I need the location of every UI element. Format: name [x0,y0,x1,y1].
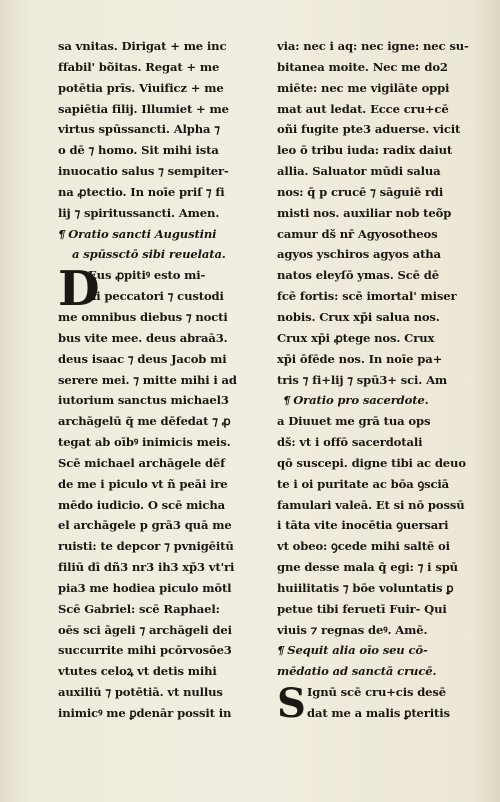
rubric-heading-cont: a spūssctō sibi reuelata. [72,247,226,262]
text-line: ruisti: te depcor ⁊ pvnigēitū [58,539,234,554]
rubric-heading-cont: mēdatio ad sanctā crucē. [277,664,437,679]
text-line: inuocatio salus ⁊ sempiter- [58,164,229,179]
rubric-heading [58,224,272,245]
text-line: o dē ⁊ homo. Sit mihi ista [58,143,219,158]
text-line: i tāta vite inocētia ꝯuersari [277,518,449,533]
text-line: dš: vt i offō sacerdotali [277,435,423,450]
rubric-text: Sequit alia oīo seu cō- [287,643,428,658]
paragraph-mark-icon: ¶ [58,226,66,241]
text-line: iutorium sanctus michael3 [58,393,229,408]
text-line: vtutes celoꝝ vt detis mihi [58,664,217,679]
text-line: serere mei. ⁊ mitte mihi i ad [58,372,237,387]
text-line: agyos yschiros agyos atha [277,247,441,262]
text-line: el archāgele p grā3 quā me [58,518,232,533]
text-line: miēte: nec me vigilāte oppi [277,80,450,95]
text-line: Crux xp̄i ꝓtege nos. Crux [277,330,435,345]
text-line: te i oi puritate ac bōa ꝯsciā [277,476,450,491]
text-line: na ꝓtectio. In noīe priſ ⁊ fi [58,184,225,199]
text-line: nobis. Crux xp̄i salua nos. [277,309,440,324]
text-line: inimicꝰ me ꝑdenār possit in [58,706,232,720]
text-line: hi peccatori ⁊ custodi [88,289,224,304]
text-line: Ignū scē cru+cis desē [307,685,446,700]
text-line: viuis ⁊ regnas deꝰ. Amē. [277,622,428,637]
text-line: petue tibi feruetī Fuir- Qui [277,601,447,616]
text-line: mēdo iudicio. O scē micha [58,497,225,512]
drop-cap-initial: S [277,680,306,728]
text-line: qō suscepi. digne tibi ac deuo [277,455,466,470]
text-line: bitanea moite. Nec me do2 [277,59,448,74]
text-line: bus vite mee. deus abraā3. [58,330,228,345]
text-line: camur dš nr̄ Agyosotheos [277,226,438,241]
text-line: leo ō tribu iuda: radix daiut [277,143,453,158]
rubric-heading [277,390,487,411]
text-line: filiū dī dñ3 nr3 ih3 xp̄3 vt'ri [58,560,235,575]
text-line: deus isaac ⁊ deus Jacob mi [58,351,227,366]
drop-cap-initial: D [58,261,100,318]
text-line: gne desse mala q̄ egi: ⁊ i spū [277,560,458,575]
text-line: a Diuuet me grā tua ops [277,414,431,429]
text-line: allia. Saluator mūdi salua [277,164,441,179]
text-line: fcē fortis: scē imortal' miser [277,289,457,304]
text-line: archāgelū q̃ me dēfedat ⁊ ꝓ [58,414,231,429]
text-line: oēs sci āgeli ⁊ archāgeli dei [58,622,232,637]
rubric-text: Oratio sancti Augustini [68,226,217,241]
text-line: tegat ab oībꝰ inimicis meis. [58,435,231,450]
text-line: mat aut ledat. Ecce cru+cē [277,101,449,116]
text-line: Scē Gabriel: scē Raphael: [58,601,220,616]
text-line: oñi fugite pte3 aduerse. vicit [277,122,461,137]
dropcap-block [277,680,487,728]
text-line: auxiliū ⁊ potētiā. vt nullus [58,685,223,700]
rubric-heading [277,640,487,661]
text-line: via: nec i aq: nec igne: nec su- [277,39,469,53]
rubric-text: Oratio pro sacerdote. [293,393,429,408]
left-column [58,36,272,724]
text-line: sapiētia filij. Illumiet + me [58,101,229,116]
text-line: huiilitatis ⁊ bōe voluntatis ꝑ [277,580,454,595]
text-line: me omnibus diebus ⁊ nocti [58,309,228,324]
text-line: succurrite mihi pcōrvosōe3 [58,643,232,658]
text-line: xp̄i ōfēde nos. In noīe pa+ [277,351,443,366]
text-line: Scē michael archāgele dēf [58,455,225,470]
paragraph-mark-icon: ¶ [277,643,285,658]
right-column [277,36,487,728]
text-line: virtus spūssancti. Alpha ⁊ [58,122,220,137]
text-line: pia3 me hodiea piculo mōtl [58,580,232,595]
text-line: natos eleyſō ymas. Scē dē [277,268,439,283]
text-line: de me i piculo vt ñ peāi ire [58,476,228,491]
text-line: Eus ꝓpitiꝰ esto mi- [88,268,206,283]
paragraph-mark-icon: ¶ [283,393,291,408]
text-line: ffabil' bõitas. Regat + me [58,59,220,74]
text-line: dat me a malis ꝑteritis [307,706,450,720]
text-line: nos: q̄ p crucē ⁊ sāguiē rdi [277,184,444,199]
text-line: lij ⁊ spiritussancti. Amen. [58,205,220,220]
text-line: vt obeo: ꝯcede mihi saltē oi [277,539,450,554]
text-line: famulari valeā. Et si nō possū [277,497,465,512]
text-line: tris ⁊ fi+lij ⁊ spū3+ sci. Am [277,372,448,387]
text-line: potētia prīs. Viuificz + me [58,80,224,95]
text-line: misti nos. auxiliar nob teõp [277,205,452,220]
text-line: sa vnitas. Dirigat + me inc [58,39,227,53]
